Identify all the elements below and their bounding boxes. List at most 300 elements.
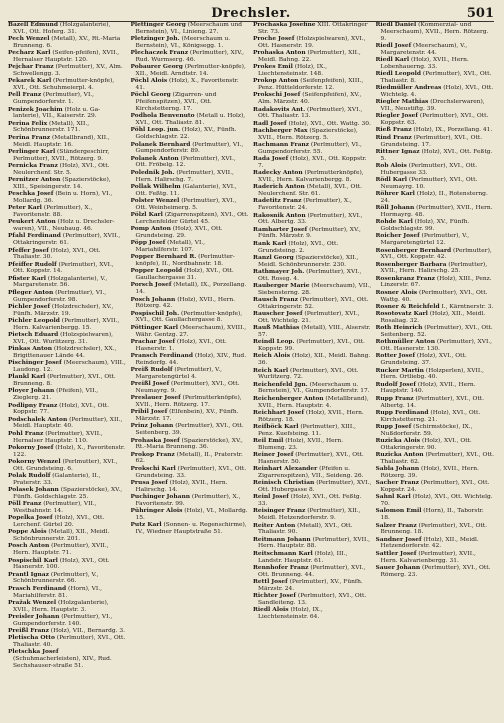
directory-entry (131, 339, 250, 353)
entry-name: Sabla Johann (375, 465, 420, 473)
directory-entry (253, 255, 372, 269)
directory-entry (376, 219, 495, 233)
directory-entry (131, 325, 250, 339)
entry-details: (Holz), III., Landstr. Hauptstr. 61. (258, 550, 348, 564)
entry-name: Pühringer Alois (130, 506, 183, 514)
entry-details: (Spazierstöcke), XV., Fünfh. Goldschlagstr. 25. (13, 487, 123, 500)
entry-name: Peschka Josef (8, 190, 54, 198)
entry-name: Pletschka Josef (8, 648, 59, 656)
directory-entry (8, 558, 127, 572)
directory-entry (376, 452, 495, 466)
entry-name: Sahnl Karl (375, 493, 411, 501)
directory-entry (253, 241, 372, 255)
entry-details: (Perlmutter), XVI., Ott. Roseg. 4. (258, 268, 362, 282)
entry-details: (Drechslerwaren), VII., Neustiftg. 39. (380, 99, 485, 113)
directory-entry (131, 508, 250, 522)
directory-entry (253, 92, 372, 106)
entry-name: Reichenberger Anton (253, 394, 324, 402)
directory-entry (376, 565, 495, 579)
directory-entry (8, 403, 127, 417)
entry-name: Podschalek Anton (8, 415, 68, 423)
entry-details: (Metall), XVI., Ott. Neulerchenf. Str. 61. (258, 184, 362, 198)
entry-name: Prokschi Karl (130, 464, 176, 472)
entry-details: (Perlmutterknöpfe), XVII., Hern. Kalvarienbergg. 8. (258, 170, 364, 184)
entry-name: Preisler Johann (8, 612, 60, 620)
entry-details: (Perlmutter), XII., Meidl. Bahng. 22. (258, 50, 361, 63)
entry-name: Preißl Franz (8, 627, 49, 635)
directory-entry (8, 600, 127, 614)
entry-name: Pribil Josef (130, 408, 168, 416)
entry-name: Preißl Josef (130, 380, 170, 388)
entry-name: Prusa Josef (130, 478, 168, 486)
entry-name: Pomp Anton (130, 225, 171, 233)
entry-name: Sacher Franz (375, 479, 419, 487)
directory-entry (8, 248, 127, 262)
entry-details: (Perlmutter), XVI., Ott. Brunneng. 8. (13, 374, 116, 388)
directory-entry (131, 78, 250, 92)
directory-entry (8, 22, 127, 36)
entry-details: (Holz), X., Favoritenstr. 41. (135, 78, 239, 92)
directory-entry (376, 438, 495, 452)
entry-details: (Holz), IX., Liechtensteinstr. 64. (258, 607, 323, 620)
entry-details: (Zigarrenspitzen), XVI., Ott. Lerchenfelder Gürtel 45. (135, 212, 249, 225)
entry-name: Pfleger Anton (8, 288, 54, 296)
entry-name: Prinz Johann (130, 422, 174, 430)
entry-name: Riedl Alois (253, 606, 289, 614)
entry-details: (Seifen-pfeifen), XVII., Hernalser Hauptstr. 120. (13, 50, 120, 63)
entry-name: Rudolf Josef (375, 380, 416, 388)
directory-entry (253, 551, 372, 565)
directory-entry (253, 339, 372, 353)
entry-name: Pöhl Leop. jun. (130, 126, 181, 134)
entry-details: (Perlmutter), XVI., Ott. Brunneng. 44. (258, 564, 366, 578)
entry-details: (Holz u. Drechsler-waren), VII., Neubaug. 46. (13, 219, 115, 233)
directory-entry (376, 135, 495, 149)
entry-name: Porsch Josef (130, 281, 172, 289)
entry-name: Pletischa Otto (8, 634, 55, 642)
entry-details: (Holz), XVI., Ott. Koppstr. 7. (258, 156, 367, 169)
directory-entry (376, 149, 495, 163)
entry-name: Rachmann Franz (253, 141, 310, 149)
entry-details: (Holz), XVI., Ott. Koppstr. 77. (13, 402, 110, 416)
entry-details: (Perlmutter), XVII., Hern. Halirschg. 25. (380, 261, 488, 275)
directory-entry (376, 353, 495, 367)
entry-name: Rosotovatz Karl (375, 310, 428, 318)
directory-entry (131, 240, 250, 254)
directory-entry (253, 452, 372, 466)
entry-name: Roicher Josef (375, 232, 420, 240)
directory-entry (131, 142, 250, 156)
entry-details: (Holz), XVI., Ott. Thaliastr. 30. (13, 247, 101, 261)
directory-columns (8, 22, 494, 715)
entry-name: Rennhofer Franz (253, 563, 309, 571)
entry-name: Perlinger Karl (8, 147, 56, 155)
directory-entry (131, 254, 250, 268)
entry-name: Rucker Martin (375, 366, 424, 374)
entry-name: Raderich Anton (253, 183, 305, 191)
entry-name: Pischinger Josef (8, 359, 62, 367)
entry-details: (Perlmutter), XVII., Hern. Hauptstr. 88. (258, 536, 371, 550)
entry-name: Sauer Johann (375, 563, 421, 571)
entry-details: (Holz), VII., Bernardg. 3. (48, 628, 125, 635)
entry-details: (Meerschaum u. Bernstein), VI., Gumpendorferstr. 17. (258, 381, 370, 395)
entry-details: (Pfeifen), VII., Zieglerg. 21. (13, 388, 99, 402)
directory-entry (131, 113, 250, 127)
directory-entry (253, 396, 372, 410)
entry-name: Riegler Mathias (375, 98, 429, 106)
entry-details: (Perlmutter), XV., Fünfh. Märzstr. 9. (258, 226, 361, 240)
entry-details: (Perlmutter), VI., Gumpendorferstr. 89. (135, 141, 244, 155)
directory-entry (376, 248, 495, 262)
entry-details: (Holz), XVI., Ott. Feßtg. 33. (258, 494, 362, 508)
entry-name: Ruzicka Anton (375, 451, 424, 459)
entry-details: (Holz u. Ga-lanterie), VII., Kaiserstr. 29. (13, 106, 101, 120)
entry-name: Rausch Franz (253, 296, 298, 304)
entry-name: Reindl Leop. (253, 338, 295, 346)
entry-name: Pražak Wenzel (8, 598, 57, 606)
directory-entry (131, 156, 250, 170)
entry-details: (Holz), XVI., Ott. Grundsteing. 29. (135, 226, 223, 239)
entry-name: Pietsch Eduard (8, 331, 59, 339)
entry-details: (Holz), XVI., Ott. Grundsteing. 37. (380, 353, 467, 367)
directory-entry (376, 523, 495, 537)
entry-name: Rank Karl (253, 239, 287, 247)
entry-name: Riegler Josef (375, 112, 418, 120)
entry-name: Reifböck Karl (253, 422, 299, 430)
directory-entry (253, 353, 372, 367)
directory-entry (8, 78, 127, 92)
directory-entry (8, 388, 127, 402)
entry-name: Rosenberger Bernhard (375, 246, 452, 254)
entry-name: Prasch Ferdinand (8, 584, 67, 592)
directory-column (253, 22, 372, 715)
directory-entry (376, 537, 495, 551)
directory-entry (253, 537, 372, 551)
entry-name: Pospischil Joh. (130, 309, 180, 317)
entry-details: (Metall), XII., Meidl. Schönbrunnerstr. 201. (13, 529, 110, 543)
entry-details: (Perlmutter), XVI., Ott. Koppstr. 99. (258, 339, 365, 353)
entry-details: (Metall), II., Praterstr. 62. (135, 451, 243, 465)
entry-details: (Perlmutter), XVI., Ott. Neumayrg. 9. (135, 381, 240, 394)
directory-entry (376, 71, 495, 85)
entry-details: (Holzspielwaren), XVI., Ott. Hasnerstr. 19. (258, 36, 366, 49)
directory-entry (253, 22, 372, 36)
entry-name: Rittner Ignaz (375, 147, 420, 155)
directory-entry (131, 282, 250, 296)
entry-name: Pernitzer Anton (8, 176, 61, 184)
entry-details: (Spazierstöcke), XIII., Speisingerstr. 14. (13, 177, 111, 190)
entry-name: Reinhart Alexander (253, 465, 318, 473)
entry-details: (Perlmutter), XVII., Hernalser Hauptstr. 110. (13, 430, 103, 444)
entry-details: (Pfeifen u. Zigarrenspitzen), VII., Seideng. 26. (258, 466, 364, 479)
entry-name: Röll Johann (375, 204, 415, 212)
directory-entry (131, 170, 250, 184)
entry-name: Pokorny Wenzel (8, 457, 61, 465)
directory-entry (8, 614, 127, 628)
entry-details: (Perlmutter), XII., Meidl. Hetzendorferstr. 9. (258, 508, 361, 522)
directory-entry (131, 423, 250, 437)
entry-name: Rathmayer Joh. (253, 267, 305, 275)
directory-entry (253, 269, 372, 283)
entry-name: Prochaska Josefine (253, 22, 316, 28)
entry-details: (Spazierstöcke), XVII., Hern. Rötzerg. 5. (258, 127, 358, 141)
entry-details: (Perlmutter), XV., Alm. Schwellengg. 3. (13, 64, 123, 78)
entry-details: (Perlmutter), V., Margaretengürtel 12. (380, 233, 470, 247)
directory-entry (8, 515, 127, 529)
entry-name: Penizek Joachim (8, 105, 63, 113)
directory-entry (8, 586, 127, 600)
directory-entry (8, 92, 127, 106)
entry-name: Bazell Edmund (8, 22, 58, 28)
directory-entry (253, 198, 372, 212)
entry-name: Pekarek Karl (8, 77, 52, 85)
entry-name: Podlipny Franz (8, 401, 58, 409)
entry-name: Pospischil Karl (8, 556, 58, 564)
entry-details: (Perlmutter), XVI., Ott. Römerg. 23. (380, 564, 491, 578)
entry-details: (Metall), VI., Mariahilferstr. 107. (135, 240, 206, 253)
entry-name: Posch Johann (130, 295, 176, 303)
directory-entry (376, 339, 495, 353)
entry-name: Salzer Franz (375, 521, 417, 529)
entry-name: Plettinger Georg (130, 22, 186, 28)
directory-entry (376, 233, 495, 247)
directory-entry (131, 466, 250, 480)
directory-entry (8, 276, 127, 290)
entry-name: Rauß Mathias (253, 324, 300, 332)
directory-entry (131, 64, 250, 78)
entry-details: (Perlmutter), XVI., Ott. Grundsteing. 6. (13, 458, 118, 472)
entry-name: Preslauer Josef (130, 394, 181, 402)
entry-name: Podhola Benvenuto (130, 112, 195, 120)
directory-entry (8, 219, 127, 233)
entry-name: Roth Heinrich (375, 324, 423, 332)
entry-name: Prokschi Josef (253, 91, 301, 99)
entry-name: Rieß Franz (375, 126, 412, 134)
directory-entry (8, 191, 127, 205)
entry-name: Radl Josef (253, 119, 287, 127)
entry-name: Reitschmann Karl (253, 549, 313, 557)
entry-name: Rothmüller Anton (375, 338, 436, 346)
entry-name: Prokes Emil (253, 63, 293, 71)
entry-name: Rotter Josef (375, 352, 415, 360)
directory-entry (8, 360, 127, 374)
directory-entry (253, 107, 372, 121)
directory-entry (8, 205, 127, 219)
directory-entry (253, 579, 372, 593)
entry-details: (Metall), XV., Rt.-Maria Brunneng. 6. (13, 36, 121, 49)
entry-name: Polednik Joh. (130, 168, 175, 176)
entry-details: (Perlmutter), X., Favoritenstr. 99. (135, 493, 241, 507)
directory-entry (8, 290, 127, 304)
directory-entry (131, 22, 250, 36)
directory-entry (376, 191, 495, 205)
entry-name: Putz Karl (130, 521, 162, 529)
entry-details: (Perlmutter), VI., Gumpendorferstr. 98. (13, 289, 107, 303)
entry-name: Popper Leopold (130, 267, 183, 275)
directory-entry (131, 198, 250, 212)
entry-details: (Holzgalanterie), V., Margaretenstr. 56. (13, 275, 108, 289)
entry-details: (Perlmutter), XVII., Ottakringerstr. 61. (13, 233, 121, 247)
entry-name: Pöchl Georg (130, 91, 171, 99)
directory-entry (253, 480, 372, 494)
directory-entry (253, 410, 372, 424)
directory-entry (8, 121, 127, 135)
entry-name: Richter Josef (253, 592, 296, 600)
entry-name: Pölzl Karl (130, 211, 163, 219)
directory-entry (376, 494, 495, 508)
entry-name: Pernicka Franz (8, 161, 58, 169)
entry-details: (Perlmutter), XVI., Ott. Koppstr. 24. (380, 480, 490, 494)
entry-name: Rupp Josef (375, 422, 412, 430)
directory-entry (376, 22, 495, 42)
entry-details: (Perlmutter), XVI., Ott. Fröbelg. 12. (135, 155, 236, 169)
entry-name: Pichler Josef (8, 302, 50, 310)
entry-details: (Perlmutter), XVI., Ott. Weinheimerg. 5. (135, 197, 237, 211)
entry-name: Prantl Ignaz (8, 570, 49, 578)
entry-name: Puchinger Johann (130, 492, 191, 500)
directory-entry (253, 607, 372, 621)
entry-name: Pöttinger Karl (130, 323, 178, 331)
directory-entry (253, 466, 372, 480)
entry-name: Reiter Anton (253, 521, 296, 529)
directory-column (376, 22, 495, 715)
directory-entry (376, 43, 495, 57)
directory-entry (376, 424, 495, 438)
directory-entry (253, 297, 372, 311)
entry-name: Reinl Josef (253, 493, 289, 501)
directory-entry (131, 297, 250, 311)
directory-entry (8, 572, 127, 586)
entry-details: (Perlmutter), XVI., Ott. Koppstr. 42. (380, 247, 492, 261)
entry-name: Riedl Daniel (375, 22, 417, 28)
entry-name: Pech Wenzel (8, 35, 50, 43)
entry-details: (Perlmutter), XVI., Ott. Thaliastr. 13. (258, 106, 363, 120)
entry-name: Ramharter Josef (253, 225, 308, 233)
entry-name: Pransch Ferdinand (130, 351, 193, 359)
directory-entry (253, 593, 372, 607)
entry-details: (Perlmutter), XVI., Ott. Albertg. 33. (258, 212, 363, 226)
entry-name: Rosenberger Barbara (375, 260, 447, 268)
entry-name: Pejchar Franz (8, 63, 54, 71)
entry-name: Perina Felix (8, 119, 48, 127)
entry-details: (Horn), II., Taborstr. 18. (380, 508, 484, 522)
entry-details: (Perlmutter), XVI., Ott. Grundsteing. 17. (380, 134, 483, 148)
directory-entry (8, 459, 127, 473)
entry-name: Rauberger Marie (253, 281, 310, 289)
entry-name: Prachar Josef (130, 337, 176, 345)
entry-details: (Perlmutter), XVI., Ott. Grundsteing. 33. (135, 465, 247, 479)
entry-name: Riedl Karl (375, 55, 410, 63)
entry-details: (Perlmutter), XVI., Ott. Thaliastr. 8. (380, 71, 492, 84)
entry-details: (Perlmutter), XV., Fünfh. Märzstr. 24. (258, 578, 363, 592)
entry-details: (Holz), XVI., Ott. Wichtelg. 4. (380, 85, 494, 98)
directory-entry (131, 268, 250, 282)
entry-details: (Perlmutter), XVI., Ott. Hasnerstr. 130. (380, 339, 493, 353)
entry-name: Plankl Karl (8, 373, 46, 381)
entry-details: (Perlmutter), XVI., Ott. Thaliastr. 40. (13, 635, 126, 649)
entry-details: (Holz), XV., Fünfh. Goldschlagstr. 99. (380, 219, 470, 233)
entry-details: (Meerschaum u. Bernstein), VI., Königsegg. 1. (135, 36, 231, 49)
directory-entry (8, 262, 127, 276)
directory-entry (253, 36, 372, 50)
directory-entry (8, 36, 127, 50)
entry-name: Rob Alois (375, 161, 407, 169)
entry-details: (Perlmutter-knöpfe), XII., Meidl. Arndtstr. 14. (135, 64, 246, 78)
entry-name: Reich Alois (253, 352, 291, 360)
entry-name: Polak Rudolf (8, 472, 51, 479)
directory-entry (131, 480, 250, 494)
entry-details: (Holz), IX., Liechtensteinstr. 148. (258, 64, 328, 78)
entry-details: (Holzgalanterie), XVII., Hern. Hauptstr. 3. (13, 599, 109, 613)
entry-details: (Schirmstöcke), IX., Nußdorferstr. 59. (380, 423, 473, 437)
entry-details: (Holz), XVII., Hern. Lobenhauerng. 33. (380, 56, 469, 70)
directory-entry (253, 508, 372, 522)
entry-name: Prokop Franz (130, 450, 175, 458)
entry-name: Rachberger Max (253, 126, 308, 134)
entry-details: (Holz), XV., Fünfh. Goldschlagstr. 22. (135, 127, 237, 141)
entry-details: (Seifenpfeifen), XV., Alm. Märzstr. 40. (258, 92, 362, 106)
directory-entry (131, 452, 250, 466)
entry-name: Rind Franz (375, 133, 412, 141)
directory-entry (253, 438, 372, 452)
directory-entry (376, 85, 495, 99)
entry-details: (Holz), IX., Porzellang. 41. (411, 127, 493, 134)
directory-entry (253, 325, 372, 339)
entry-details: (Holz), XVI., Ott. Hasnerstr. 100. (13, 557, 110, 571)
entry-name: Ployer Johann (8, 387, 55, 395)
entry-name: Rettl Josef (253, 577, 288, 585)
entry-details: (Holzdrechsler), XX., Brigittenauer Lände 44. (13, 346, 117, 359)
directory-entry (253, 382, 372, 396)
entry-name: Reichhart Josef (253, 408, 305, 416)
entry-name: Reichenfeld Jgn. (253, 380, 308, 388)
directory-entry (131, 36, 250, 50)
entry-details: (Perlmutter), V., Margaretengürtel 4. (135, 367, 223, 380)
directory-entry (253, 170, 372, 184)
entry-details: (Holz), XVI., Ott. Kirchstetterng. 21. (380, 409, 481, 423)
entry-name: Reiner Josef (253, 451, 294, 459)
entry-details: (Zigarren- und Pfeifenspitzen), XVI., Ott. Kirchstetterng. 17. (135, 92, 217, 113)
entry-details: I., Kärntnerstr. 3. (439, 303, 494, 310)
directory-entry (253, 213, 372, 227)
entry-details: (Holz), X., Favoritenstr. 122. (13, 444, 125, 458)
entry-name: Riedmüller Andreas (375, 84, 442, 92)
entry-name: Riedl Leopold (375, 70, 422, 78)
directory-column (8, 22, 127, 715)
page-header (8, 6, 494, 22)
entry-details: (Holz), XVI., Ott. Grundsteing. 2. (258, 240, 339, 254)
directory-entry (253, 523, 372, 537)
directory-entry (131, 395, 250, 409)
entry-name: Pfeffer Josef (8, 246, 49, 254)
entry-details: (Perlmutter), XVI., Ott. Hubergasse 8. (258, 480, 372, 494)
entry-details: (Meerschaum), V., Margaretenstr. 44. (380, 42, 468, 56)
directory-entry (131, 311, 250, 325)
entry-details: (Perlmutterknöpfe), XVII., Hern. Rötzerg. 17. (135, 395, 242, 409)
entry-details: (Perlmutter), XIII., Penz. Kuefsteing. 11. (258, 423, 356, 437)
entry-name: Polasek Johann (8, 486, 59, 494)
entry-name: Rohde Karl (375, 218, 413, 226)
directory-entry (376, 466, 495, 480)
entry-name: Rada Josef (253, 155, 289, 163)
entry-name: Pinkas Anton (8, 345, 53, 353)
directory-entry (131, 438, 250, 452)
directory-entry (8, 177, 127, 191)
entry-name: Ranzl Georg (253, 253, 294, 261)
page-number: 501 (466, 6, 494, 21)
entry-details: (Perlmutter), VI., Gumpendorferstr. 55. (258, 142, 362, 155)
entry-details: (Metall u. Holz), XVI., Ott. Thaliastr. 81. (135, 113, 246, 127)
